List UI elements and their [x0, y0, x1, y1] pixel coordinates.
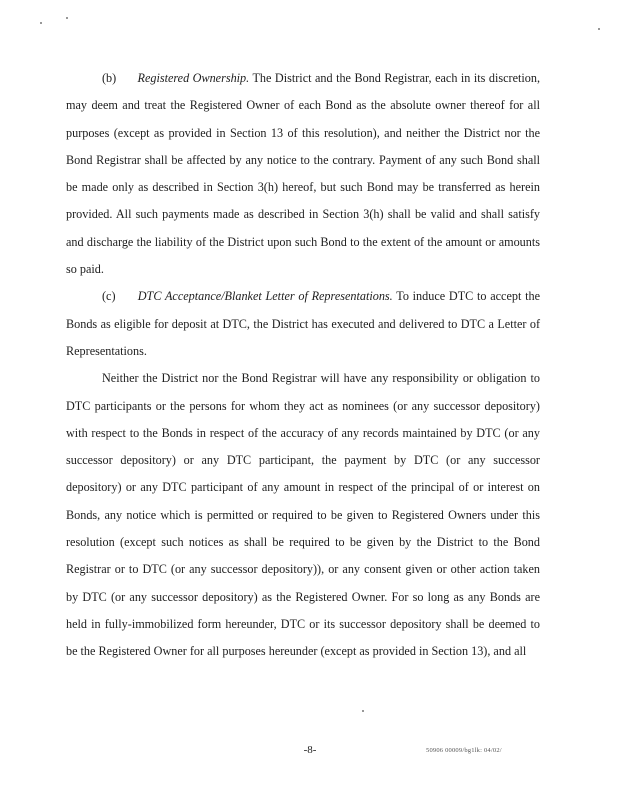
paragraph-text: Neither the District nor the Bond Registrar will have any responsibility or obligation to DTC participants or the persons for whom they act as nominees (or any successor depository) with respect to the Bonds in respect of the accuracy of any records maintained by DTC (or any successor depository) or any DTC participant, the payment by DTC (or any successor depository) or any DTC participant of any amount in respect of the principal of or interest on Bonds, any notice which is permitted or required to be given to Registered Owners under this resolution (except such notices as shall be required to be given by the District to the Bond Registrar or to DTC (or any successor depository)), or any consent given or other action taken by DTC (or any successor depository) as the Registered Owner. For so long as any Bonds are held in fully-immobilized form hereunder, DTC or its successor depository shall be deemed to be the Registered Owner for all purposes hereunder (except as provided in Section 13), and all [66, 371, 540, 659]
paragraph-registered-ownership [66, 65, 540, 283]
document-body [66, 65, 540, 666]
paragraph-heading: Registered Ownership. [137, 71, 250, 85]
scan-speck [66, 17, 68, 19]
document-id: 50906 00009/bg1lk: 04/02/ [426, 747, 502, 754]
scan-speck [362, 710, 364, 712]
scan-speck [40, 22, 42, 24]
paragraph-text: To induce DTC to accept the Bonds as eligible for deposit at DTC, the District has executed and delivered to DTC a Letter of Representations. [66, 289, 540, 358]
paragraph-heading: DTC Acceptance/Blanket Letter of Representations. [137, 289, 393, 304]
paragraph-dtc-acceptance [66, 283, 540, 365]
paragraph-label: (b) [102, 71, 117, 85]
paragraph-text: The District and the Bond Registrar, each in its discretion, may deem and treat the Registered Owner of each Bond as the absolute owner thereof for all purposes (except as provided in Section 13 of this resolution), and neither the District nor the Bond Registrar shall be affected by any notice to the contrary. Payment of any such Bond shall be made only as described in Section 3(h) hereof, but such Bond may be transferred as herein provided. All such payments made as described in Section 3(h) shall be valid and shall satisfy and discharge the liability of the District upon such Bond to the extent of the amount or amounts so paid. [66, 71, 540, 277]
paragraph-responsibility [66, 365, 540, 665]
paragraph-label: (c) [102, 289, 116, 304]
scan-speck [598, 28, 600, 30]
page-number: -8- [303, 744, 317, 756]
